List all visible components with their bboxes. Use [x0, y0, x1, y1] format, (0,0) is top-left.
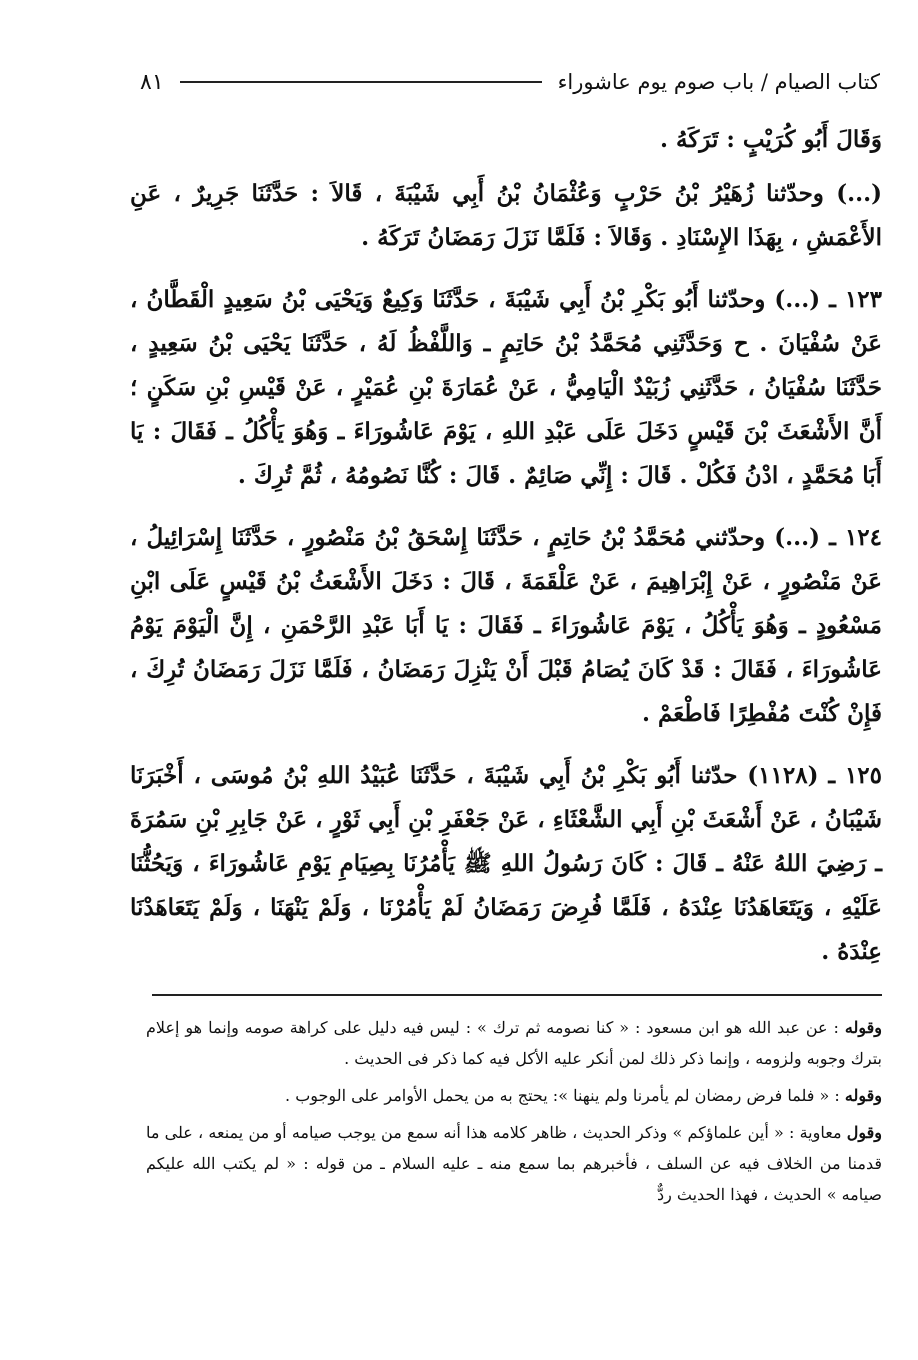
hadith-text — [130, 118, 882, 992]
running-title: كتاب الصيام / باب صوم يوم عاشوراء — [557, 70, 880, 94]
hadith-paragraph: ١٢٣ ـ (...) وحدّثنا أَبُو بَكْرِ بْنُ أَبِي شَيْبَةَ ، حَدَّثَنَا وَكِيعٌ وَيَحْيَى بْنُ سَعِيدٍ الْقَطَّانُ ، عَنْ سُفْيَانَ . ح وَحَدَّثَنِي مُحَمَّدُ بْنُ حَاتِمٍ ـ وَاللَّفْظُ لَهُ ، حَدَّثَنَا يَحْيَى بْنُ سَعِيدٍ ، حَدَّثَنَا سُفْيَانُ ، حَدَّثَنِي زُبَيْدٌ الْيَامِيُّ ، عَنْ عُمَارَةَ بْنِ عُمَيْرٍ ، عَنْ قَيْسِ بْنِ سَكَنٍ ؛ أَنَّ الأَشْعَثَ بْنَ قَيْسٍ دَخَلَ عَلَى عَبْدِ اللهِ ، يَوْمَ عَاشُورَاءَ ـ وَهُوَ يَأْكُلُ ـ فَقَالَ : يَا أَبَا مُحَمَّدٍ ، ادْنُ فَكُلْ . قَالَ : إِنِّي صَائِمٌ . قَالَ : كُنَّا نَصُومُهُ ، ثُمَّ تُرِكَ . — [130, 286, 882, 489]
hadith-paragraph: ١٢٥ ـ (١١٢٨) حدّثنا أَبُو بَكْرِ بْنُ أَبِي شَيْبَةَ ، حَدَّثَنَا عُبَيْدُ اللهِ بْنُ مُوسَى ، أَخْبَرَنَا شَيْبَانُ ، عَنْ أَشْعَثَ بْنِ أَبِي الشَّعْثَاءِ ، عَنْ جَعْفَرِ بْنِ أَبِي ثَوْرٍ ، عَنْ جَابِرِ بْنِ سَمُرَةَ ـ رَضِيَ اللهُ عَنْهُ ـ قَالَ : كَانَ رَسُولُ اللهِ ﷺ يَأْمُرُنَا بِصِيَامِ يَوْمِ عَاشُورَاءَ ، وَيَحُثُّنَا عَلَيْهِ ، وَيَتَعَاهَدُنَا عِنْدَهُ ، فَلَمَّا فُرِضَ رَمَضَانُ لَمْ يَأْمُرْنَا ، وَلَمْ يَنْهَنَا ، وَلَمْ يَتَعَاهَدْنَا عِنْدَهُ . — [130, 762, 883, 965]
page-number: ٨١ — [140, 69, 164, 95]
note-lead: وقوله — [844, 1086, 882, 1105]
hadith-paragraph: ١٢٤ ـ (...) وحدّثني مُحَمَّدُ بْنُ حَاتِمٍ ، حَدَّثَنَا إِسْحَقُ بْنُ مَنْصُورٍ ، حَدَّثَنَا إِسْرَائِيلُ ، عَنْ مَنْصُورٍ ، عَنْ إِبْرَاهِيمَ ، عَنْ عَلْقَمَةَ ، قَالَ : دَخَلَ الأَشْعَثُ بْنُ قَيْسٍ عَلَى ابْنِ مَسْعُودٍ ـ وَهُوَ يَأْكُلُ ، يَوْمَ عَاشُورَاءَ ـ فَقَالَ : يَا أَبَا عَبْدِ الرَّحْمَنِ ، إِنَّ الْيَوْمَ يَوْمُ عَاشُورَاءَ ، فَقَالَ : قَدْ كَانَ يُصَامُ قَبْلَ أَنْ يَنْزِلَ رَمَضَانُ ، فَلَمَّا نَزَلَ رَمَضَانُ تُرِكَ ، فَإِنْ كُنْتَ مُفْطِرًا فَاطْعَمْ . — [130, 524, 882, 727]
note-text: : عن عبد الله هو ابن مسعود : « كنا نصومه ثم ترك » : ليس فيه دليل على كراهة صومه وإنما هو إعلام بترك وجوبه ولزومه ، وإنما ذكر ذلك لمن أنكر عليه الأكل فيه كما ذكر فى الحديث . — [146, 1018, 882, 1068]
commentary-note — [146, 1080, 882, 1111]
hadith-paragraph: (...) وحدّثنا زُهَيْرُ بْنُ حَرْبٍ وَعُثْمَانُ بْنُ أَبِي شَيْبَةَ ، قَالاَ : حَدَّثَنَا جَرِيرٌ ، عَنِ الأَعْمَشِ ، بِهَذَا الإِسْنَادِ . وَقَالاَ : فَلَمَّا نَزَلَ رَمَضَانُ تَرَكَهُ . — [130, 180, 882, 251]
commentary-note — [146, 1012, 882, 1074]
hadith-paragraph: وَقَالَ أَبُو كُرَيْبٍ : تَرَكَهُ . — [659, 126, 882, 153]
note-lead: وقوله — [844, 1018, 883, 1037]
footnote-separator — [152, 994, 882, 996]
commentary-notes — [146, 1012, 882, 1216]
note-text: : « فلما فرض رمضان لم يأمرنا ولم ينهنا »: يحتج به من يحمل الأوامر على الوجوب . — [285, 1086, 840, 1105]
commentary-note — [146, 1117, 882, 1210]
note-lead: وقول — [846, 1123, 882, 1142]
note-text: معاوية : « أين علماؤكم » وذكر الحديث ، ظاهر كلامه هذا أنه سمع من يوجب صيامه أو من يمنعه ، على ما قدمنا من الخلاف فيه عن السلف ، فأخبرهم بما سمع منه ـ عليه السلام ـ من قوله : « لم يكتب الله عليكم صيامه » الحديث ، فهذا الحديث ردٌّ — [146, 1123, 882, 1204]
running-header — [140, 62, 880, 102]
header-rule — [180, 81, 542, 83]
